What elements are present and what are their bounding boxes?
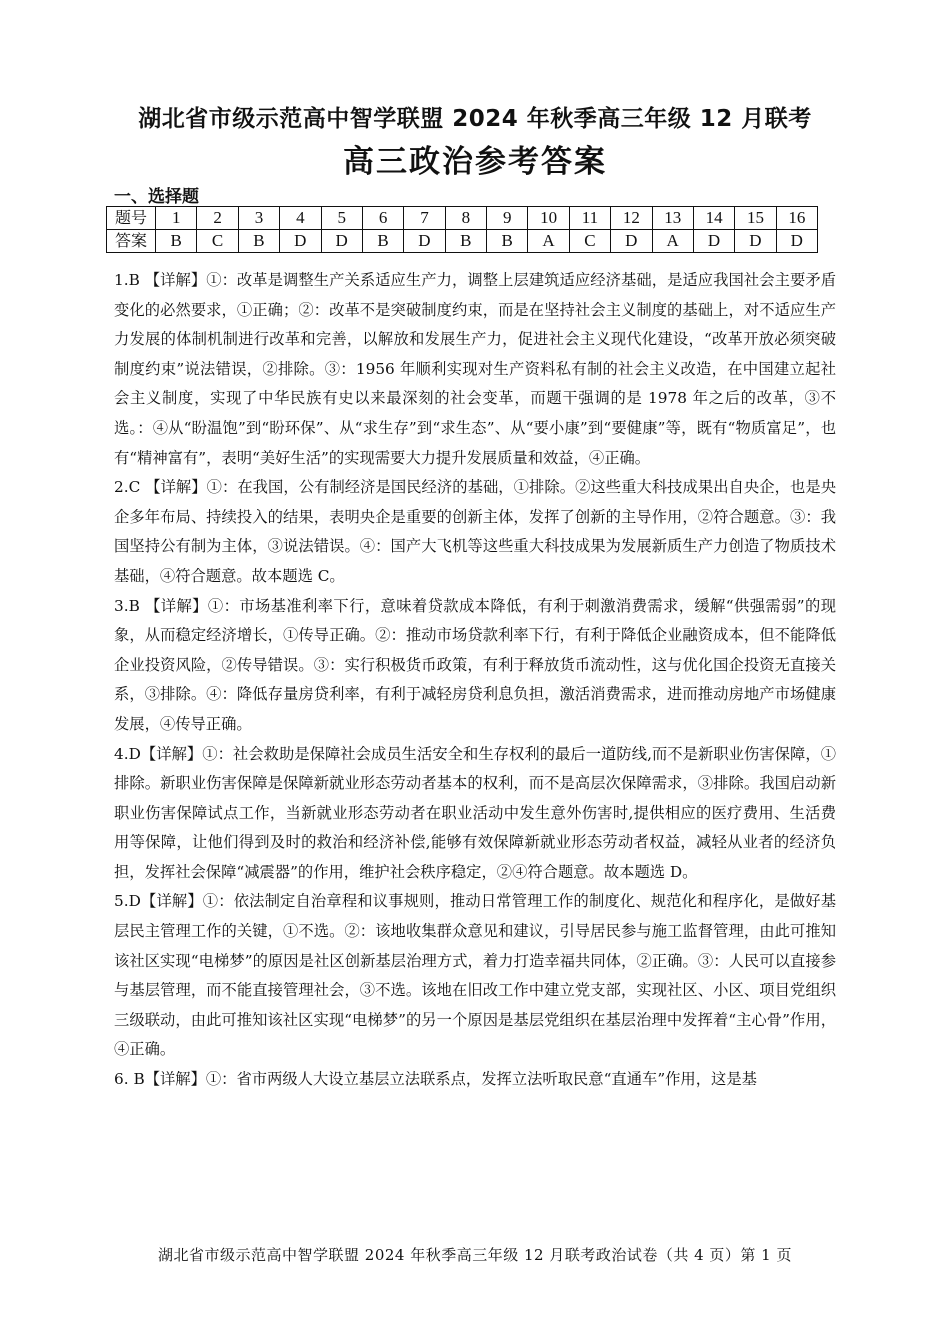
question-number: 14 [693,207,734,230]
question-number: 8 [445,207,486,230]
answer-row [107,230,818,253]
answer-cell: A [652,230,693,253]
question-number: 10 [528,207,569,230]
answer-cell: B [156,230,197,253]
question-number: 4 [280,207,321,230]
answer-cell: C [197,230,238,253]
explanation-2: 2.C 【详解】①：在我国，公有制经济是国民经济的基础，①排除。②这些重大科技成果出自央企，也是央企多年布局、持续投入的结果，表明央企是重要的创新主体，发挥了创新的主导作用，②符合题意。③：我国坚持公有制为主体，③说法错误。④：国产大飞机等这些重大科技成果为发展新质生产力创造了物质技术基础，④符合题意。故本题选 C。 [114,478,836,585]
answer-cell: B [487,230,528,253]
answer-cell: D [735,230,776,253]
answer-cell: B [362,230,403,253]
question-number: 6 [362,207,403,230]
page-subtitle: 高三政治参考答案 [343,144,607,180]
answer-cell: D [693,230,734,253]
answer-cell: B [238,230,279,253]
question-number: 7 [404,207,445,230]
question-number: 13 [652,207,693,230]
answer-cell: D [404,230,445,253]
answer-cell: A [528,230,569,253]
question-number: 3 [238,207,279,230]
question-number: 11 [569,207,610,230]
question-number: 12 [611,207,652,230]
answer-cell: D [321,230,362,253]
explanations [114,266,836,1095]
answer-cell: B [445,230,486,253]
question-number-row [107,207,818,230]
page-footer: 湖北省市级示范高中智学联盟 2024 年秋季高三年级 12 月联考政治试卷（共 4 页）第 1 页 [158,1246,792,1264]
answer-cell: D [611,230,652,253]
question-number: 16 [776,207,817,230]
answer-table [106,206,818,253]
explanation-1: 1.B 【详解】①：改革是调整生产关系适应生产力，调整上层建筑适应经济基础，是适应我国社会主要矛盾变化的必然要求，①正确；②：改革不是突破制度约束，而是在坚持社会主义制度的基础上，对不适应生产力发展的体制机制进行改革和完善，以解放和发展生产力，促进社会主义现代化建设，“改革开放必须突破制度约束”说法错误，②排除。③：1956 年顺利实现对生产资料私有制的社会主义改造，在中国建立起社会主义制度，实现了中华民族有史以来最深刻的社会变革，而题干强调的是 1978 年之后的改革，③不选。：④从“盼温饱”到“盼环保”、从“求生存”到“求生态”、从“要小康”到“要健康”等，既有“物质富足”，也有“精神富有”，表明“美好生活”的实现需要大力提升发展质量和效益，④正确。 [114,271,836,467]
answer-cell: D [280,230,321,253]
question-number: 15 [735,207,776,230]
explanation-5: 5.D【详解】①：依法制定自治章程和议事规则，推动日常管理工作的制度化、规范化和程序化，是做好基层民主管理工作的关键，①不选。②：该地收集群众意见和建议，引导居民参与施工监督管理，由此可推知该社区实现“电梯梦”的原因是社区创新基层治理方式，着力打造幸福共同体，②正确。③：人民可以直接参与基层管理，而不能直接管理社会，③不选。该地在旧改工作中建立党支部，实现社区、小区、项目党组织三级联动，由此可推知该社区实现“电梯梦”的另一个原因是基层党组织在基层治理中发挥着“主心骨”作用，④正确。 [114,892,836,1059]
page-title: 湖北省市级示范高中智学联盟 2024 年秋季高三年级 12 月联考 [138,106,812,132]
explanation-3: 3.B 【详解】①：市场基准利率下行，意味着贷款成本降低，有利于刺激消费需求，缓解“供强需弱”的现象，从而稳定经济增长，①传导正确。②：推动市场贷款利率下行，有利于降低企业融资成本，但不能降低企业投资风险，②传导错误。③：实行积极货币政策，有利于释放货币流动性，这与优化国企投资无直接关系，③排除。④：降低存量房贷利率，有利于减轻房贷利息负担，激活消费需求，进而推动房地产市场健康发展，④传导正确。 [114,596,836,733]
explanation-6: 6. B【详解】①：省市两级人大设立基层立法联系点，发挥立法听取民意“直通车”作用，这是基 [114,1070,757,1089]
section-heading: 一、选择题 [114,187,199,207]
question-number: 9 [487,207,528,230]
answer-cell: C [569,230,610,253]
row-label-number: 题号 [107,207,156,230]
question-number: 1 [156,207,197,230]
explanation-4: 4.D【详解】①：社会救助是保障社会成员生活安全和生存权利的最后一道防线,而不是新职业伤害保障，①排除。新职业伤害保障是保障新就业形态劳动者基本的权利，而不是高层次保障需求，③排除。我国启动新职业伤害保障试点工作，当新就业形态劳动者在职业活动中发生意外伤害时,提供相应的医疗费用、生活费用等保障，让他们得到及时的救治和经济补偿,能够有效保障新就业形态劳动者权益，减轻从业者的经济负担，发挥社会保障“减震器”的作用，维护社会秩序稳定，②④符合题意。故本题选 D。 [114,744,836,881]
question-number: 5 [321,207,362,230]
question-number: 2 [197,207,238,230]
row-label-answer: 答案 [107,230,156,253]
answer-cell: D [776,230,817,253]
